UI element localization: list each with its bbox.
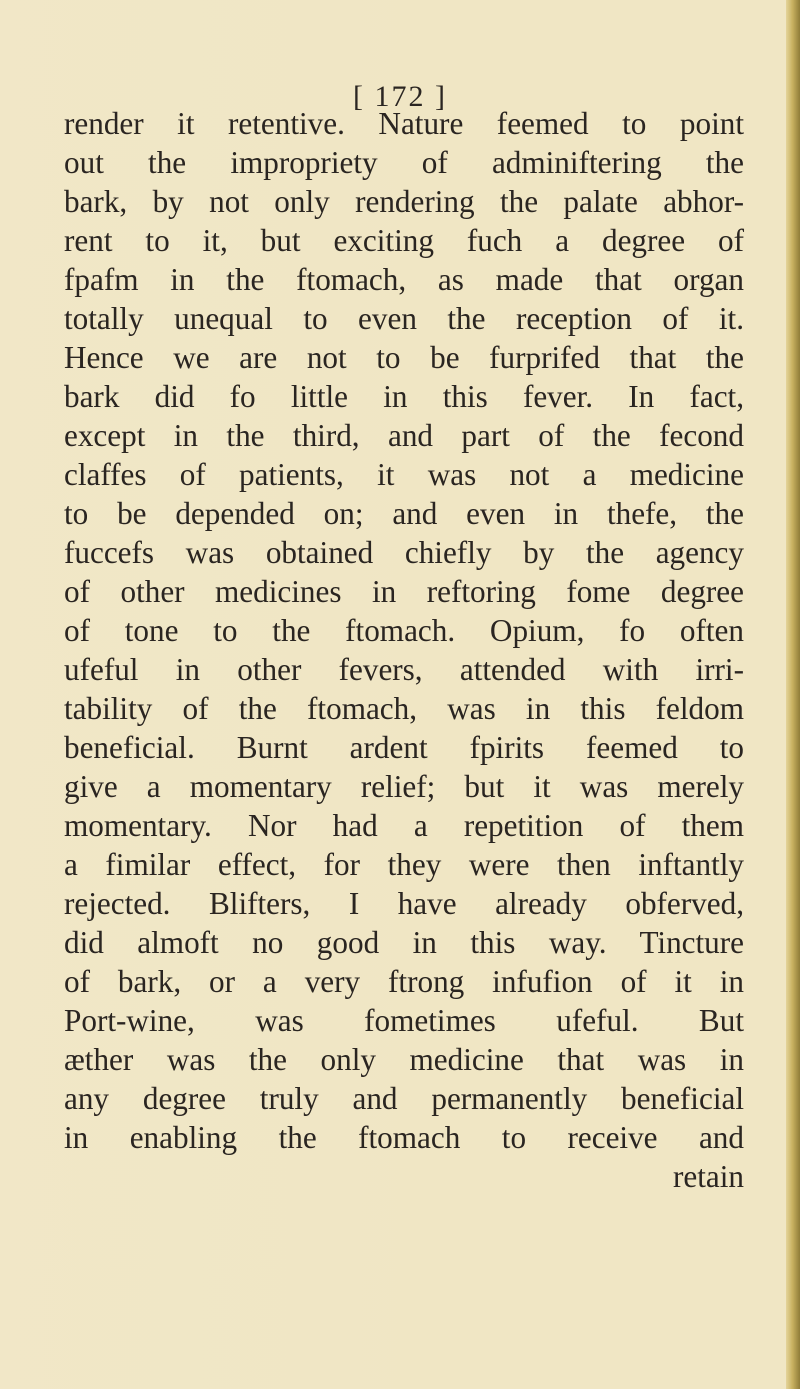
text-line: æther was the only medicine that was in — [64, 1042, 744, 1077]
text-line: fpafm in the ftomach, as made that organ — [64, 262, 744, 297]
text-line: did almoft no good in this way. Tincture — [64, 925, 744, 960]
text-line: of tone to the ftomach. Opium, fo often — [64, 613, 744, 648]
text-line: in enabling the ftomach to receive and — [64, 1120, 744, 1155]
page-number-header: [ 172 ] — [353, 80, 447, 113]
text-line: beneficial. Burnt ardent fpirits feemed to — [64, 730, 744, 765]
text-line: rejected. Blifters, I have already obferved, — [64, 886, 744, 921]
text-line: Hence we are not to be furprifed that the — [64, 340, 744, 375]
text-line: fuccefs was obtained chiefly by the agency — [64, 535, 744, 570]
text-line: to be depended on; and even in thefe, the — [64, 496, 744, 531]
catchword: retain — [673, 1159, 744, 1194]
text-line: a fimilar effect, for they were then inftantly — [64, 847, 744, 882]
text-line: bark did fo little in this fever. In fact, — [64, 379, 744, 414]
text-line: ufeful in other fevers, attended with irri- — [64, 652, 744, 687]
text-line: rent to it, but exciting fuch a degree of — [64, 223, 744, 258]
body-text — [64, 104, 744, 1196]
text-line: render it retentive. Nature feemed to point — [64, 106, 744, 141]
text-line: bark, by not only rendering the palate abhor- — [64, 184, 744, 219]
text-line: totally unequal to even the reception of it. — [64, 301, 744, 336]
text-line: momentary. Nor had a repetition of them — [64, 808, 744, 843]
text-line: give a momentary relief; but it was merely — [64, 769, 744, 804]
page-edge — [786, 0, 800, 1389]
text-line: out the impropriety of adminiftering the — [64, 145, 744, 180]
text-line: of other medicines in reftoring fome degree — [64, 574, 744, 609]
text-line: tability of the ftomach, was in this feldom — [64, 691, 744, 726]
text-line: any degree truly and permanently beneficial — [64, 1081, 744, 1116]
text-line: except in the third, and part of the fecond — [64, 418, 744, 453]
text-line: of bark, or a very ftrong infufion of it in — [64, 964, 744, 999]
text-line: claffes of patients, it was not a medicine — [64, 457, 744, 492]
text-line: Port-wine, was fometimes ufeful. But — [64, 1003, 744, 1038]
